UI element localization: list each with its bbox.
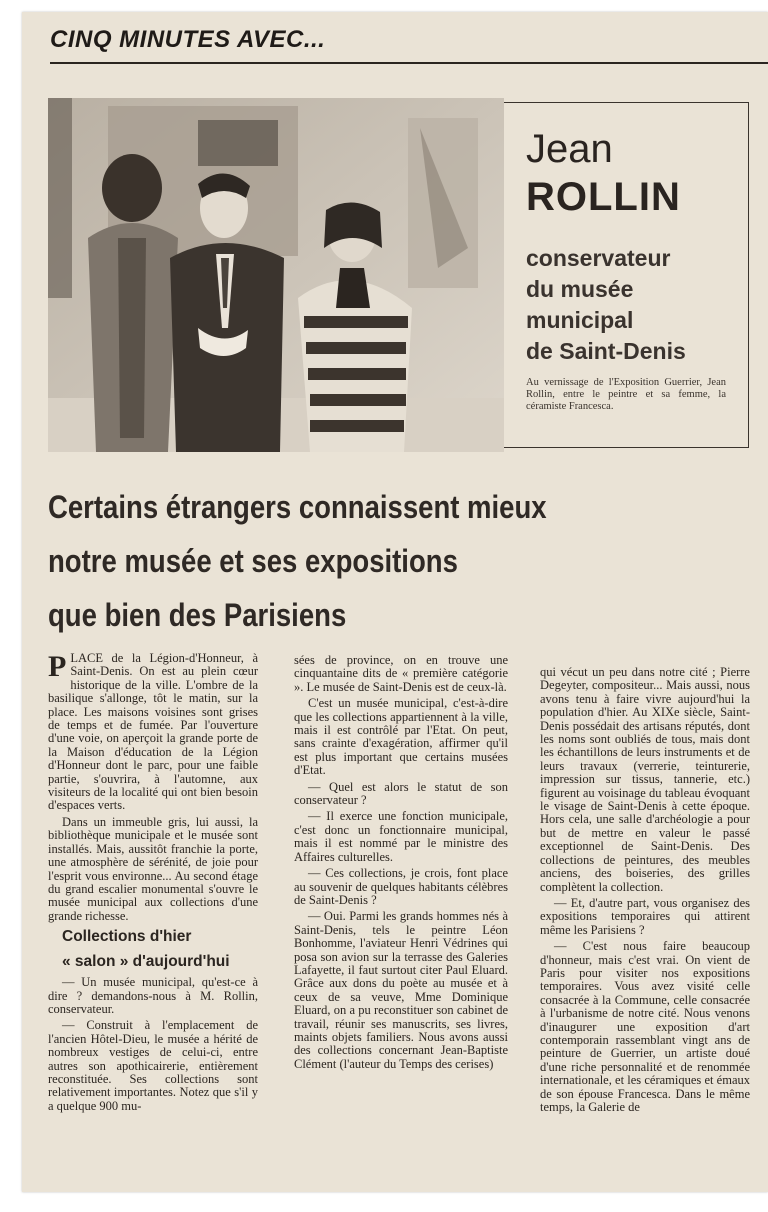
- person-first-name: Jean: [526, 127, 613, 171]
- article-paragraph: — Construit à l'emplacement de l'ancien Hôtel-Dieu, le musée a hérité de nombreux vestiges de celui-ci, entre autres son apothicairerie, entièrement reconstituée. Ses collections sont relativement importantes. Notez que s'il y a quelque 900 mu-: [48, 1018, 258, 1113]
- article-paragraph: — Quel est alors le statut de son conservateur ?: [294, 779, 508, 808]
- headline-line: notre musée et ses expositions: [48, 543, 458, 579]
- article-paragraph: — Et, d'autre part, vous organisez des expositions temporaires qui attirent même les Parisiens ?: [540, 895, 750, 937]
- role-line: du musée: [526, 276, 634, 302]
- article-paragraph: — Ces collections, je crois, font place au souvenir de quelques habitants célèbres de Saint-Denis ?: [294, 866, 508, 907]
- article-paragraph: — Oui. Parmi les grands hommes nés à Saint-Denis, tels le peintre Léon Bonhomme, l'aviateur Henri Védrines qui posa son avion sur la terrasse des Galeries Lafayette, il faut surtout citer Paul Eluard. Grâce aux dons du poète au musée et à ceux de sa veuve, Mme Dominique Eluard, on a pu reconstituer son cabinet de travail, réunir ses manuscrits, ses livres, maints objets familiers. Nous avons aussi des collections concernant Jean-Baptiste Clément (l'auteur du Temps des cerises): [294, 909, 508, 1071]
- section-rubric: CINQ MINUTES AVEC...: [50, 26, 326, 53]
- article-paragraph: — Il exerce une fonction municipale, c'est donc un fonctionnaire municipal, mais il est nommé par le ministre des Affaires culturelles.: [294, 809, 508, 864]
- article-paragraph: — C'est nous faire beaucoup d'honneur, mais c'est vrai. On vient de Paris pour visiter nos expositions temporaires. Vous avez visité celle consacrée à la Commune, celle consacrée à l'urbanisme de notre cité. Nous venons d'inaugurer une exposition d'art contemporain rassemblant vingt ans de peinture de Guerrier, un artiste doué d'une riche personnalité et de renommée internationale, et les céramiques et émaux de son épouse Francesca. Dans le même temps, la Galerie de: [540, 939, 750, 1114]
- news-photo: [48, 98, 504, 452]
- article-column-2: [294, 654, 508, 1192]
- article-paragraph: qui vécut un peu dans notre cité ; Pierre Degeyter, compositeur... Mais aussi, nous avons tenu à faire vivre aujourd'hui la population d'hier. Au XIXe siècle, Saint-Denis possédait des artisans réputés, dont les noms sont oubliés de tous, mais dont les échantillons de leurs instruments et de leurs travaux (verrerie, teinturerie, impression sur tissus, tannerie, etc.) figurent au voisinage du tableau évoquant le visage de Saint-Denis à cette époque. Hors cela, une salle d'archéologie a pour but de mettre en valeur le passé exceptionnel de Saint-Denis. Des collections de peintures, des meubles anciens, des boiseries, des grilles complètent la collection.: [540, 666, 750, 894]
- headline-line: que bien des Parisiens: [48, 597, 347, 633]
- rubric-rule: [50, 62, 768, 64]
- article-column-1: [48, 652, 258, 1192]
- role-line: municipal: [526, 307, 634, 333]
- title-box: [504, 102, 749, 448]
- newspaper-clipping: [22, 12, 768, 1192]
- photo-illustration: [48, 98, 504, 452]
- role-line: conservateur: [526, 245, 671, 271]
- headline-line: Certains étrangers connaissent mieux: [48, 489, 547, 525]
- paragraph-text: LACE de la Légion-d'Honneur, à Saint-Denis. On est au plein cœur historique de la ville. L'ombre de la basilique s'allonge, tôt le matin, sur la place. Les maisons voisines sont grises de temps et de fumée. Par l'ouverture d'une voie, on aperçoit la grande porte de la Maison d'éducation de la Légion d'Honneur dont le parc, pour une faible partie, s'ouvrira, à l'automne, aux visiteurs de la localité qui ont bien besoin d'espaces verts.: [48, 652, 258, 813]
- article-paragraph: Dans un immeuble gris, lui aussi, la bibliothèque municipale et le musée sont installés. Mais, aussitôt franchie la porte, une atmosphère de sérénité, de joie pour l'esprit vous environne... Au second étage du grand escalier monumental s'ouvre le musée municipal aux collections d'une grande richesse.: [48, 814, 258, 923]
- article-column-3: [540, 666, 750, 1192]
- article-paragraph: sées de province, on en trouve une cinquantaine dits de « première catégorie ». Le musée de Saint-Denis est de ceux-là.: [294, 654, 508, 694]
- person-role: [526, 243, 746, 367]
- person-last-name: ROLLIN: [526, 175, 681, 219]
- article-paragraph: — Un musée municipal, qu'est-ce à dire ? demandons-nous à M. Rollin, conservateur.: [48, 975, 258, 1016]
- article-headline: [48, 480, 581, 642]
- article-paragraph: [48, 652, 258, 813]
- photo-caption: Au vernissage de l'Exposition Guerrier, Jean Rollin, entre le peintre et sa femme, la céramiste Francesca.: [526, 377, 726, 412]
- article-subheading: Collections d'hier: [62, 928, 192, 946]
- article-paragraph: C'est un musée municipal, c'est-à-dire que les collections appartiennent à la ville, mais il est contrôlé par l'Etat. On peut, sans crainte d'exagération, affirmer qu'il est plus important que certains musées d'Etat.: [294, 696, 508, 778]
- role-line: de Saint-Denis: [526, 338, 686, 364]
- drop-cap: P: [48, 652, 67, 683]
- article-subheading: « salon » d'aujourd'hui: [62, 953, 230, 971]
